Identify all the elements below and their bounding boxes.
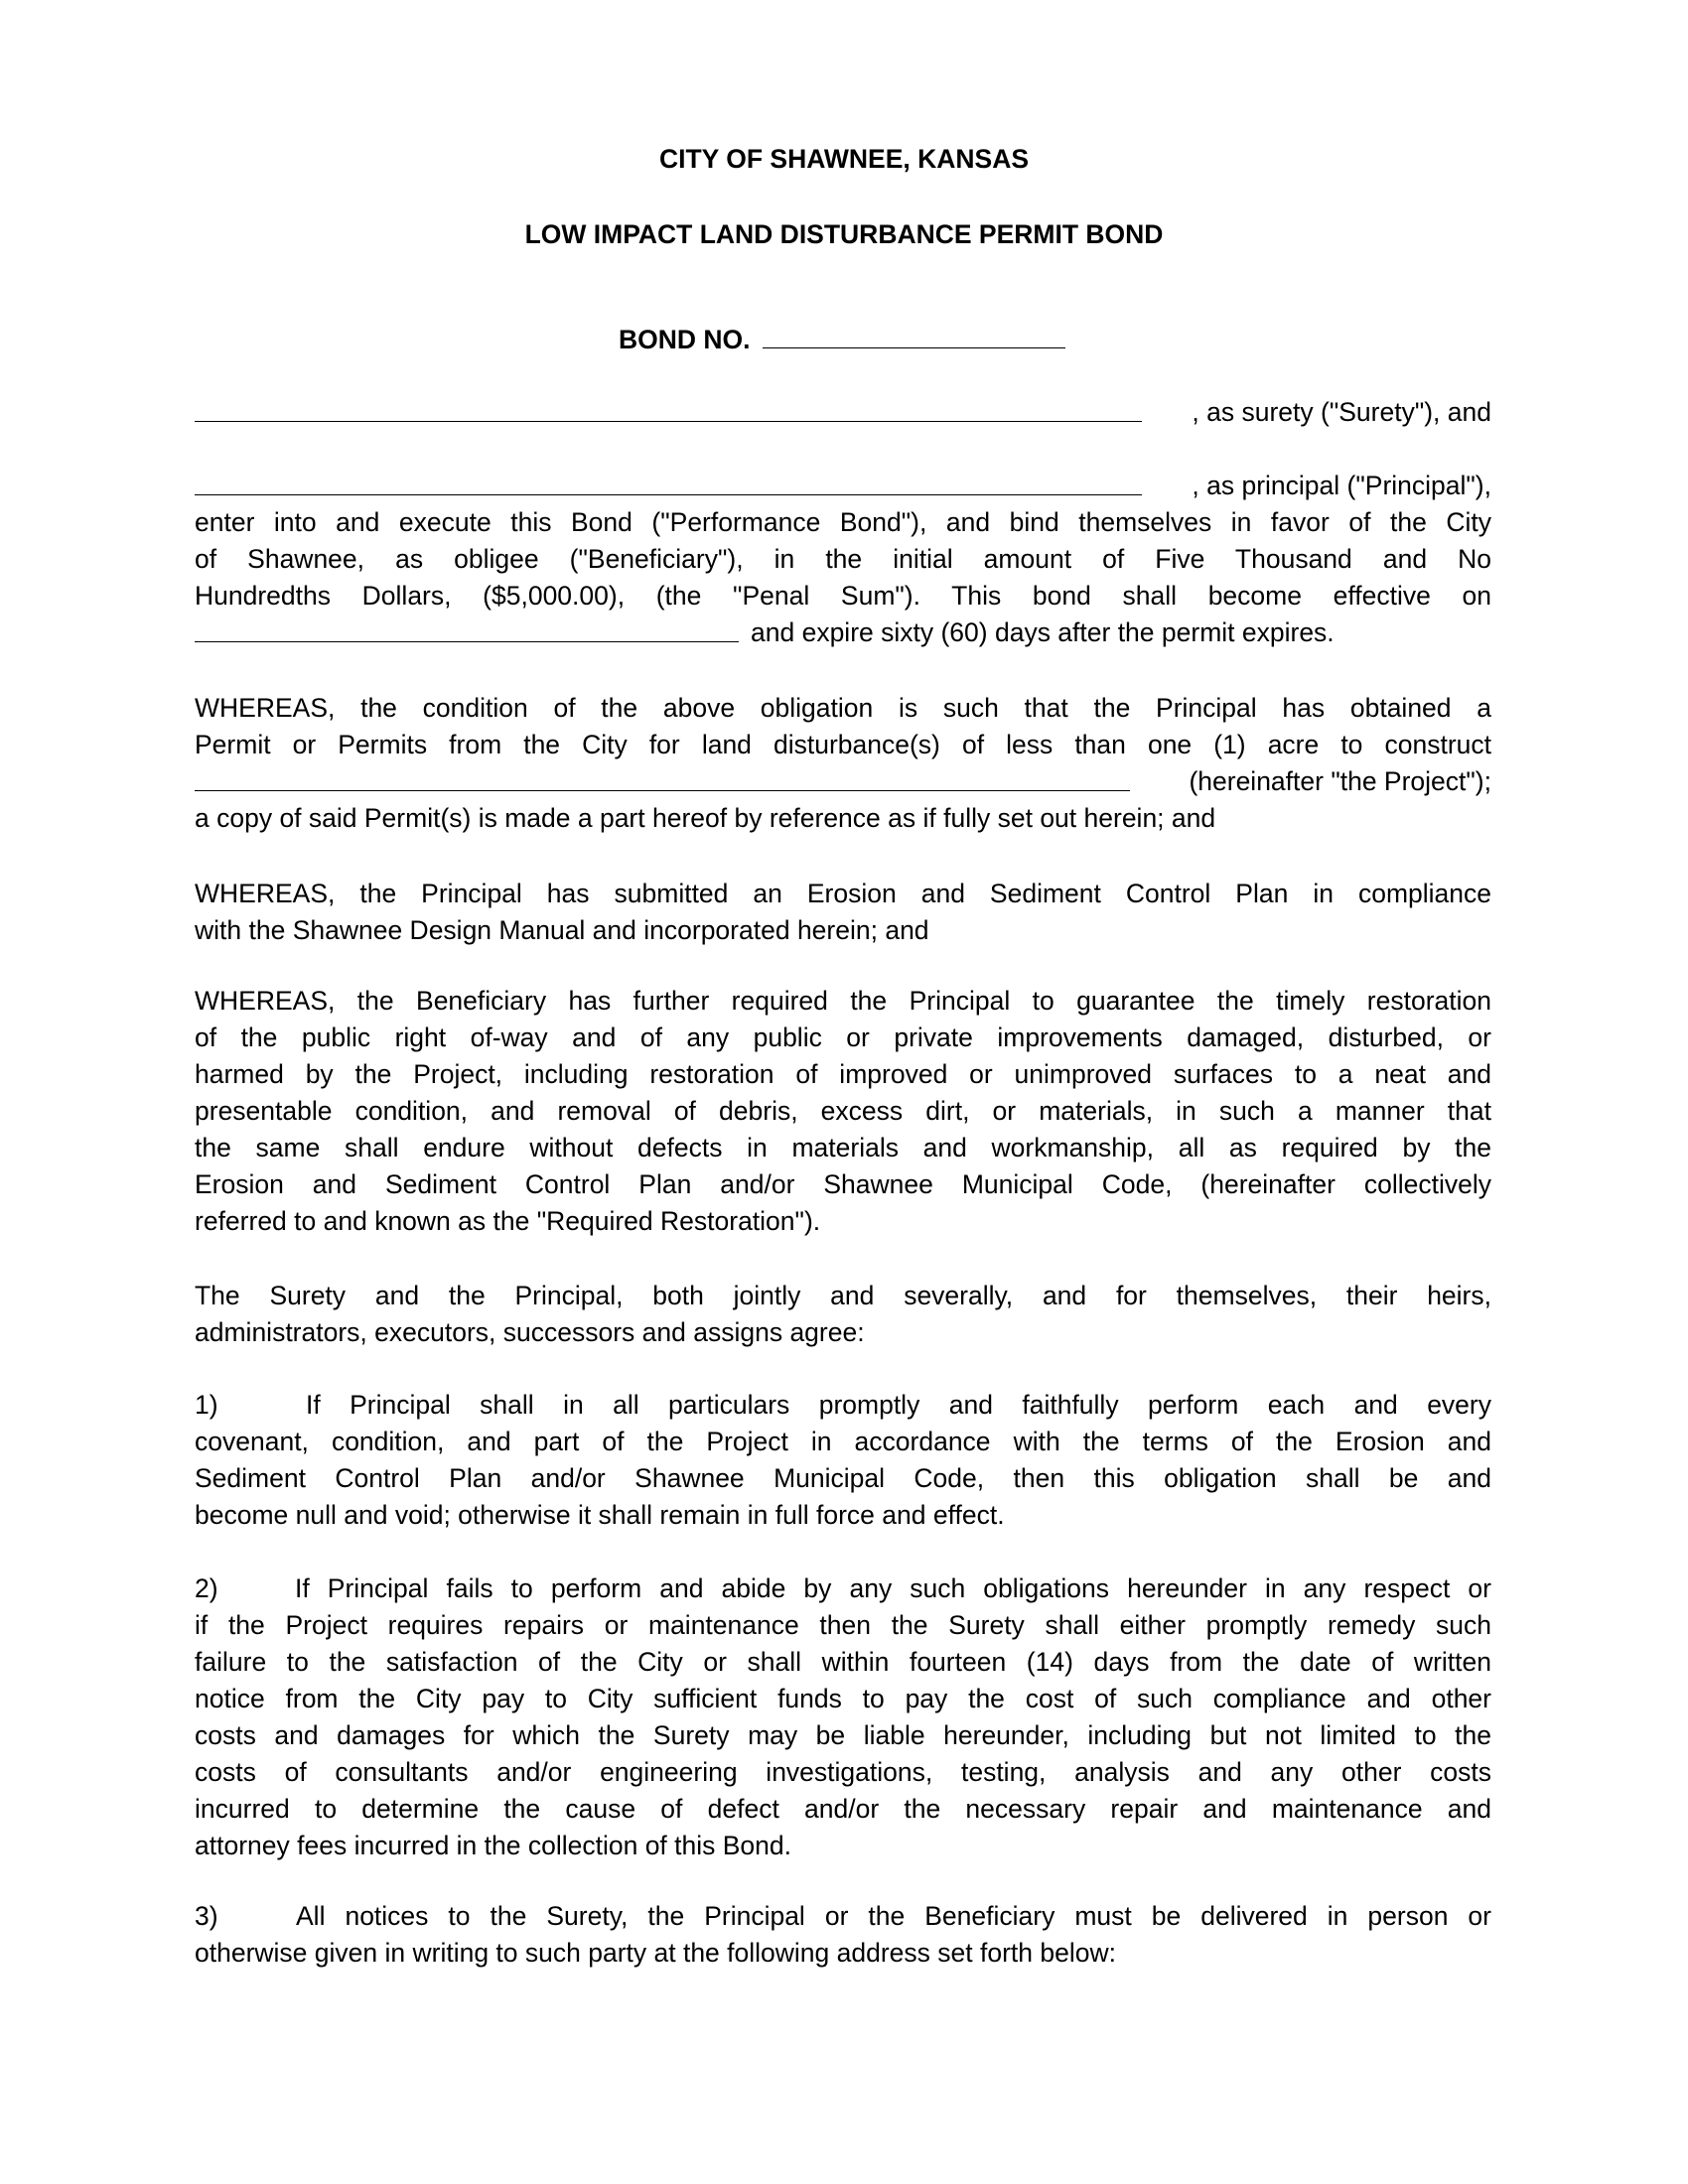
bond-number-field[interactable] xyxy=(763,322,1065,348)
whereas-line: WHEREAS, the Beneficiary has further required the Principal to guarantee the timely restoration xyxy=(195,986,1491,1016)
effective-date-row xyxy=(195,614,1491,651)
whereas-line: WHEREAS, the condition of the above obligation is such that the Principal has obtained a xyxy=(195,693,1491,723)
clause-line: covenant, condition, and part of the Project in accordance with the terms of the Erosion and xyxy=(195,1427,1491,1456)
clause-number: 1) xyxy=(195,1390,218,1420)
whereas-permit-paragraph xyxy=(195,690,1491,763)
intro-line: Hundredths Dollars, ($5,000.00), (the "Penal Sum"). This bond shall become effective on xyxy=(195,581,1491,611)
bond-number-label: BOND NO. xyxy=(619,325,751,354)
project-label: (hereinafter "the Project"); xyxy=(1189,766,1491,796)
whereas-permit-last xyxy=(195,800,1491,837)
principal-label: , as principal ("Principal"), xyxy=(1192,471,1491,500)
project-row xyxy=(195,763,1491,800)
clause-line: notice from the City pay to City sufficient funds to pay the cost of such compliance and other xyxy=(195,1684,1491,1713)
agreement-line: The Surety and the Principal, both jointly and severally, and for themselves, their heirs, xyxy=(195,1281,1491,1310)
clause-line: All notices to the Surety, the Principal or the Beneficiary must be delivered in person or xyxy=(296,1901,1491,1931)
whereas-line: Permit or Permits from the City for land disturbance(s) of less than one (1) acre to construct xyxy=(195,730,1491,759)
clause-line: costs of consultants and/or engineering investigations, testing, analysis and any other costs xyxy=(195,1757,1491,1787)
whereas-line: the same shall endure without defects in materials and workmanship, all as required by the xyxy=(195,1133,1491,1162)
clause-line: otherwise given in writing to such party at the following address set forth below: xyxy=(195,1938,1116,1968)
clause-line: failure to the satisfaction of the City or shall within fourteen (14) days from the date of written xyxy=(195,1647,1491,1677)
intro-line: of Shawnee, as obligee ("Beneficiary"), in the initial amount of Five Thousand and No xyxy=(195,544,1491,574)
bond-number-row xyxy=(619,322,1065,358)
whereas-erosion-plan-paragraph xyxy=(195,876,1491,949)
agreement-paragraph xyxy=(195,1278,1491,1351)
whereas-line: Erosion and Sediment Control Plan and/or Shawnee Municipal Code, (hereinafter collectively xyxy=(195,1169,1491,1199)
clause-line: Sediment Control Plan and/or Shawnee Municipal Code, then this obligation shall be and xyxy=(195,1463,1491,1493)
clause-number: 2) xyxy=(195,1573,218,1603)
surety-row xyxy=(195,394,1491,431)
whereas-line: a copy of said Permit(s) is made a part hereof by reference as if fully set out herein; and xyxy=(195,803,1216,833)
whereas-line: referred to and known as the "Required Restoration"). xyxy=(195,1206,821,1236)
principal-name-field[interactable] xyxy=(195,494,1142,495)
intro-paragraph xyxy=(195,504,1491,614)
whereas-line: with the Shawnee Design Manual and incorporated herein; and xyxy=(195,915,929,945)
clause-line: If Principal fails to perform and abide by any such obligations hereunder in any respect or xyxy=(295,1573,1491,1603)
clause-number: 3) xyxy=(195,1901,218,1931)
whereas-restoration-paragraph xyxy=(195,983,1491,1240)
project-description-field[interactable] xyxy=(195,790,1130,791)
clause-line: incurred to determine the cause of defect and/or the necessary repair and maintenance and xyxy=(195,1794,1491,1824)
whereas-line: presentable condition, and removal of debris, excess dirt, or materials, in such a manner that xyxy=(195,1096,1491,1126)
page-title: CITY OF SHAWNEE, KANSAS xyxy=(658,144,1030,174)
document-subtitle: LOW IMPACT LAND DISTURBANCE PERMIT BOND xyxy=(524,219,1164,249)
clause-line: costs and damages for which the Surety may be liable hereunder, including but not limited to the xyxy=(195,1720,1491,1750)
clause-line: if the Project requires repairs or maintenance then the Surety shall either promptly remedy such xyxy=(195,1610,1491,1640)
clause-line: attorney fees incurred in the collection of this Bond. xyxy=(195,1831,792,1860)
agreement-line: administrators, executors, successors and assigns agree: xyxy=(195,1317,865,1347)
clause-line: If Principal shall in all particulars promptly and faithfully perform each and every xyxy=(306,1390,1491,1420)
effective-date-field[interactable] xyxy=(195,641,739,642)
clause-2 xyxy=(195,1570,1491,1864)
principal-row xyxy=(195,468,1491,504)
whereas-line: harmed by the Project, including restoration of improved or unimproved surfaces to a neat and xyxy=(195,1059,1491,1089)
clause-1 xyxy=(195,1387,1491,1534)
surety-name-field[interactable] xyxy=(195,421,1142,422)
surety-label: , as surety ("Surety"), and xyxy=(1192,397,1491,427)
clause-line: become null and void; otherwise it shall remain in full force and effect. xyxy=(195,1500,1005,1530)
whereas-line: WHEREAS, the Principal has submitted an Erosion and Sediment Control Plan in compliance xyxy=(195,879,1491,908)
intro-line: enter into and execute this Bond ("Performance Bond"), and bind themselves in favor of the City xyxy=(195,507,1491,537)
clause-3 xyxy=(195,1898,1491,1972)
whereas-line: of the public right of-way and of any public or private improvements damaged, disturbed, or xyxy=(195,1023,1491,1052)
expiry-text: and expire sixty (60) days after the permit expires. xyxy=(751,617,1335,647)
